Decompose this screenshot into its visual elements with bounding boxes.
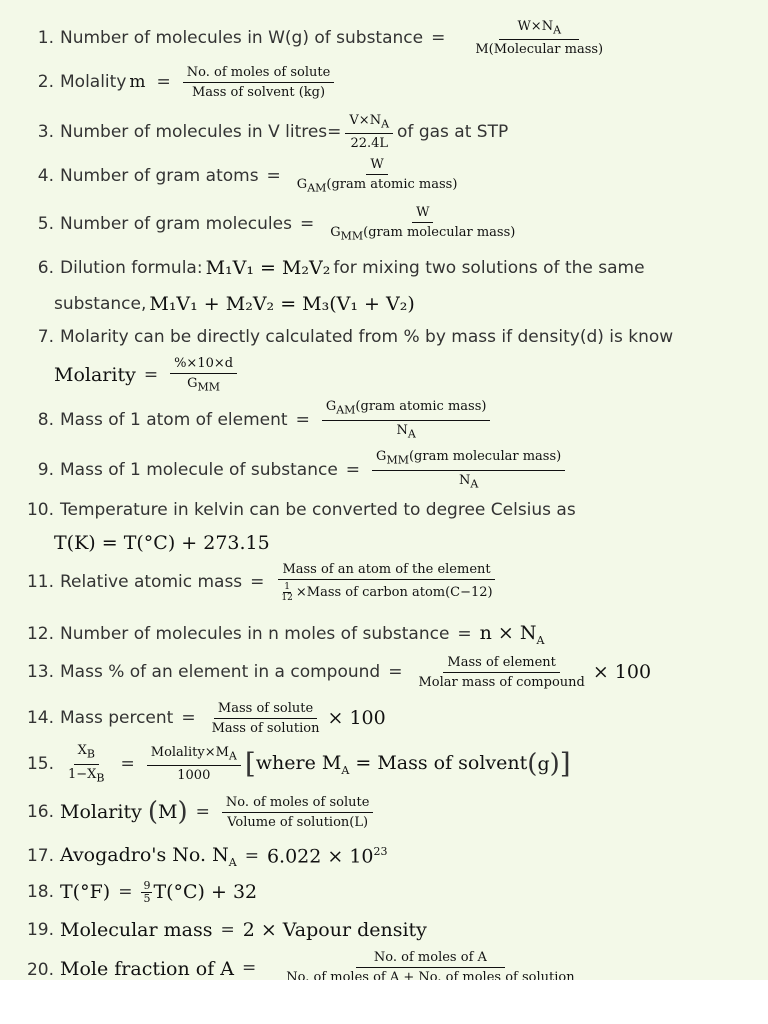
formula-item-8 [0, 396, 768, 444]
equation: T(K) = T(°C) + 273.15 [54, 532, 270, 554]
variable: Mole fraction of A [60, 958, 234, 980]
item-text: Molarity can be directly calculated from % by mass if density(d) is know [60, 327, 674, 348]
equals-sign: = [118, 882, 133, 902]
multiplier: × 100 [327, 707, 386, 729]
item-number: 8. [37, 410, 54, 430]
item-number: 9. [37, 460, 54, 480]
numerator: W [366, 157, 387, 175]
equals-sign: = [242, 958, 257, 978]
formula-item-4 [0, 152, 768, 200]
equation: n × N [479, 621, 537, 644]
item-number: 15. [26, 754, 54, 774]
fraction: $\frac{G_{MM}(gram molecular mass)}{N_A}$ [372, 449, 565, 491]
item-text: Mass of 1 molecule of substance [60, 460, 338, 480]
formula-item-1 [0, 14, 768, 62]
item-number: 13. [26, 662, 54, 682]
equals-sign: = [220, 920, 235, 940]
item-number: 4. [37, 166, 54, 186]
fraction: $\frac{G_{AM}(gram atomic mass)}{N_A}$ [322, 399, 491, 441]
fraction: $\frac{X_B}{1-X_B}$ [68, 742, 105, 785]
item-text: Relative atomic mass [60, 572, 243, 592]
equals-sign: = [345, 460, 361, 480]
item-text: Number of molecules in V litres= [60, 122, 342, 142]
formula-item-6 [0, 250, 768, 326]
formula-item-14 [0, 694, 768, 742]
numerator: No. of moles of solute [183, 65, 335, 83]
formula-item-2 [0, 58, 768, 106]
formula-item-11 [0, 558, 768, 606]
item-number: 2. [37, 72, 54, 92]
item-number: 3. [37, 122, 54, 142]
fraction [268, 950, 592, 980]
formula-item-18: 18. T(°F) = $\frac{9}{5}$ T(°C) + 32 [0, 870, 768, 914]
equals-sign: = [266, 166, 281, 186]
formula-item-16: 16. Molarity ( M ) = $\frac{\text{No. of moles of solute}}{\text{Volume of solution(L)}}$ [0, 788, 768, 836]
fraction: Mass of an atom of the element $\frac{1}{12}$ ×Mass of carbon atom(C−12) [276, 562, 496, 603]
equals-sign: = [295, 410, 310, 430]
equals-sign: = [457, 624, 472, 644]
item-number: 17. [26, 846, 54, 866]
item-number: 5. [37, 214, 54, 234]
numerator: W [412, 205, 433, 223]
item-number: 10. [26, 500, 54, 520]
equals-sign: = [244, 846, 259, 866]
numerator: No. of moles of A [356, 950, 505, 968]
item-number: 20. [26, 960, 54, 980]
formula-item-7 [0, 320, 768, 396]
fraction: $\frac{\%\times 10\times d}{G_{MM}}$ [170, 356, 237, 395]
item-number: 16. [26, 802, 54, 822]
equation: M₁V₁ + M₂V₂ = M₃(V₁ + V₂) [149, 293, 415, 315]
item-text: Number of gram atoms [60, 166, 259, 186]
item-number: 14. [26, 708, 54, 728]
fraction: $\frac{V\times N_A}{22.4L}$ [345, 113, 393, 152]
item-text: Mass percent [60, 708, 174, 728]
fraction: $\frac{W}{G_{MM}(gram molecular mass)}$ [330, 204, 516, 243]
multiplier: × 100 [592, 661, 652, 683]
denominator: No. of moles of A + No. of moles of solution [286, 970, 575, 980]
numerator: W×N [517, 18, 554, 34]
item-text: Mass of 1 atom of element [60, 410, 288, 430]
item-text-line2: substance, [54, 294, 147, 314]
numerator: Mass of solute [214, 701, 317, 719]
denominator: Mass of solvent (kg) [192, 84, 326, 100]
item-number: 1. [37, 28, 54, 48]
equals-sign: = [299, 214, 315, 234]
item-number: 6. [37, 258, 54, 278]
numerator: Mass of an atom of the element [278, 562, 494, 580]
item-number: 11. [26, 572, 54, 592]
item-text: Mass % of an element in a compound [60, 662, 381, 682]
formula-item-15: 15. $\frac{X_B}{1-X_B}$ = $\frac{Molality\times M_A}{1000}$ [ where $M_A$ = Mass of solvent ( g ) ] [0, 740, 768, 788]
fraction [208, 701, 324, 736]
denominator: 1000 [177, 768, 211, 784]
denominator: ×Mass of carbon atom(C−12) [295, 584, 493, 600]
denominator: 22.4L [350, 136, 389, 152]
formula-item-3 [0, 108, 768, 156]
item-text-after: of gas at STP [397, 122, 509, 142]
denominator: Volume of solution(L) [227, 814, 369, 830]
equation: 2 × Vapour density [242, 919, 427, 941]
variable: Molecular mass [60, 919, 213, 941]
item-text: Dilution formula: [60, 258, 203, 278]
fraction: $\frac{Molality\times M_A}{1000}$ [147, 745, 241, 784]
equals-sign: = [181, 708, 196, 728]
formula-item-9 [0, 446, 768, 494]
fraction: $\frac{W}{G_{AM}(gram atomic mass)}$ [296, 156, 458, 195]
numerator: Mass of element [443, 655, 559, 673]
item-number: 12. [26, 624, 54, 644]
fraction [183, 65, 335, 100]
formula-item-10 [0, 494, 768, 560]
item-number: 18. [26, 882, 54, 902]
item-text: Number of molecules in n moles of substance [60, 624, 450, 644]
item-text: Molality [60, 72, 127, 92]
numerator: %×10×d [170, 356, 237, 374]
item-number: 19. [26, 920, 54, 940]
equals-sign: = [250, 572, 265, 592]
denominator: Mass of solution [211, 720, 320, 736]
equals-sign: = [156, 72, 171, 92]
item-text: Number of gram molecules [60, 214, 292, 234]
formula-item-20 [0, 946, 768, 980]
numerator: V×N [349, 112, 382, 128]
equals-sign: = [143, 365, 159, 386]
denominator: Molar mass of compound [418, 674, 585, 690]
variable: m [129, 72, 146, 92]
equals-sign: = [120, 754, 135, 774]
formula-item-5 [0, 200, 768, 248]
item-number: 7. [37, 327, 54, 348]
variable: Molarity [54, 364, 136, 387]
fraction: $\frac{W\times N_A}{\text{M(Molecular mass)}}$ [457, 19, 621, 58]
denominator: M(Molecular mass) [475, 42, 604, 58]
numerator: No. of moles of solute [222, 795, 374, 813]
variable: Avogadro's No. N [60, 843, 229, 866]
item-text: Number of molecules in W(g) of substance [60, 28, 424, 48]
equation: M₁V₁ = M₂V₂ [205, 257, 331, 279]
fraction [222, 795, 374, 830]
equals-sign: = [195, 802, 210, 822]
variable: Molarity [60, 801, 142, 823]
fraction [414, 655, 588, 690]
formula-item-13 [0, 648, 768, 696]
fraction: $\frac{9}{5}$ [143, 878, 151, 905]
equals-sign: = [388, 662, 403, 682]
formula-item-17: 17. Avogadro's No. $N_A$ = $6.022 \times 10^{23}$ [0, 834, 768, 878]
equals-sign: = [431, 28, 446, 48]
item-text: Temperature in kelvin can be converted to degree Celsius as [60, 500, 576, 520]
formula-item-12: 12. Number of molecules in n moles of substance = $n \times N_A$ [0, 612, 768, 656]
item-text-after: for mixing two solutions of the same [333, 258, 645, 278]
